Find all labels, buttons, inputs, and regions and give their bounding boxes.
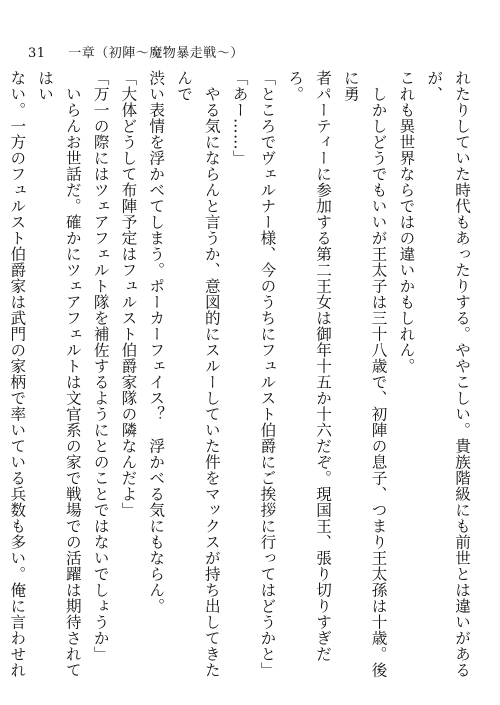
text-line: 「万一の際にはツェアフェルト隊を補佐するようにとのことではないでしょうか」 [91, 70, 110, 662]
text-line: 「大体どうして布陣予定はフュルスト伯爵家隊の隣なんだよ」 [119, 70, 138, 518]
vertical-body-text [8, 70, 475, 680]
running-header [28, 42, 244, 61]
text-line: 「ところでヴェルナー様、今のうちにフュルスト伯爵にご挨拶に行ってはどうかと」 [258, 70, 277, 678]
text-line: これも異世界ならではの違いかもしれん。 [397, 70, 416, 374]
text-line: 者パーティーに参加する第二王女は御年十五か十六だぞ。現国王、張り切りすぎだろ。 [286, 70, 333, 662]
text-line: いらんお世話だ。確かにツェアフェルトは文官系の家で戦場での活躍は期待されてはい [36, 70, 82, 678]
text-line: れたりしていた時代もあったりする。ややこしい。貴族階級にも前世とは違いがあるが、 [425, 70, 471, 678]
text-line: しかしどうでもいいが王太子は三十八歳で、初陣の息子、つまり王太孫は十歳。後に勇 [341, 70, 388, 678]
chapter-title: 一章（初陣〜魔物暴走戦〜） [68, 46, 244, 61]
text-line: 渋い表情を浮かべてしまう。ポーカーフェイス？ 浮かべる気にもならん。 [147, 70, 166, 614]
text-line: ない。一方のフュルスト伯爵家は武門の家柄で率いている兵数も多い。俺に言わせれ [8, 70, 27, 678]
text-line: やる気にならんと言うか、意図的にスルーしていた件をマックスが持ち出してきたんで [175, 70, 221, 678]
text-line: 「あー……」 [230, 70, 249, 166]
page-number: 31 [28, 46, 46, 61]
